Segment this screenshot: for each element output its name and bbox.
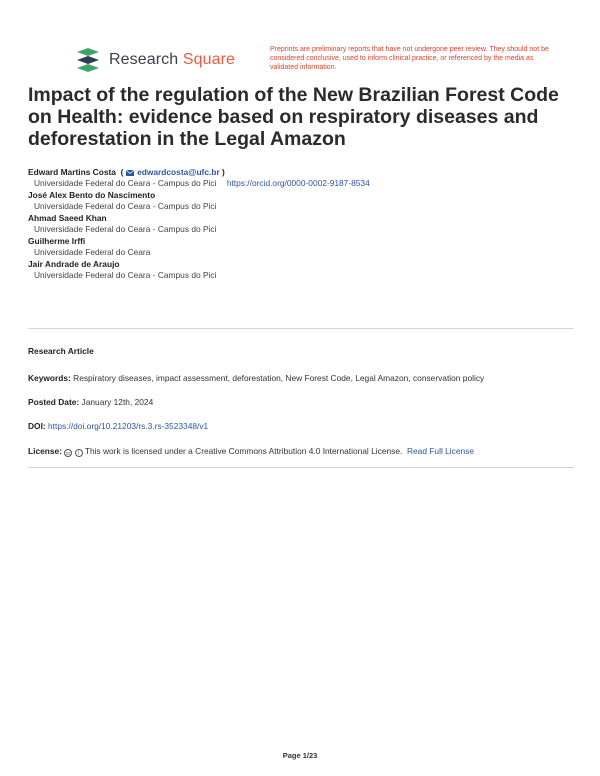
read-full-license-link[interactable]: Read Full License (406, 446, 475, 456)
brand-name: Research Square (109, 51, 236, 68)
keywords (28, 373, 588, 384)
keywords-label: Keywords: (28, 373, 71, 383)
divider (28, 467, 574, 468)
author-affiliation: Universidade Federal do Ceara - Campus do Pici (34, 178, 217, 188)
research-square-logo[interactable] (74, 46, 235, 74)
posted-date-value: January 12th, 2024 (81, 397, 154, 407)
author-name: Ahmad Saeed Khan (28, 213, 107, 223)
author-affiliation: Universidade Federal do Ceara - Campus do Pici (34, 201, 217, 211)
paper-title: Impact of the regulation of the New Brazilian Forest Code on Health: evidence based on respiratory diseases and deforestation in the Legal Amazon (28, 84, 559, 150)
author-entry (28, 213, 588, 235)
author-name: Edward Martins Costa (28, 167, 116, 177)
author-list (28, 167, 588, 282)
keywords-value: Respiratory diseases, impact assessment, deforestation, New Forest Code, Legal Amazon, conservation policy (73, 373, 485, 383)
license-text: This work is licensed under a Creative Commons Attribution 4.0 International License. (84, 446, 403, 456)
author-affiliation: Universidade Federal do Ceara (34, 247, 151, 257)
envelope-icon (126, 170, 134, 176)
author-entry (28, 190, 588, 212)
author-entry: Edward Martins Costa ( edwardcosta@ufc.br ) Universidade Federal do Ceara - Campus do Pici https://orcid.org/0000-0002-9187-8534 (28, 167, 370, 188)
page-number: Page 1/23 (282, 751, 318, 760)
license-label: License: (28, 446, 62, 456)
license (28, 446, 588, 457)
doi-label: DOI: (28, 421, 46, 431)
doi-link[interactable]: https://doi.org/10.21203/rs.3.rs-3523348/v1 (48, 421, 209, 431)
doi (28, 421, 588, 432)
article-type: Research Article (28, 346, 94, 356)
author-affiliation: Universidade Federal do Ceara - Campus do Pici (34, 224, 217, 234)
author-affiliation: Universidade Federal do Ceara - Campus do Pici (34, 270, 217, 280)
orcid-link[interactable]: https://orcid.org/0000-0002-9187-8534 (226, 178, 370, 188)
author-entry (28, 236, 588, 258)
author-entry (28, 259, 588, 281)
research-square-logo-icon (74, 46, 102, 74)
creative-commons-icon: cc (65, 451, 71, 457)
divider (28, 328, 574, 329)
posted-date (28, 397, 588, 408)
author-name: José Alex Bento do Nascimento (28, 190, 156, 200)
preprint-disclaimer: Preprints are preliminary reports that have not undergone peer review. They should not be considered conclusive, used to inform clinical practice, or referenced by the media as validated information. (270, 46, 549, 71)
posted-date-label: Posted Date: (28, 397, 80, 407)
attribution-icon: i (75, 449, 83, 457)
author-name: Jair Andrade de Araujo (28, 259, 120, 269)
author-email-link[interactable]: edwardcosta@ufc.br (126, 167, 222, 177)
author-name: Guilherme Irffi (28, 236, 86, 246)
